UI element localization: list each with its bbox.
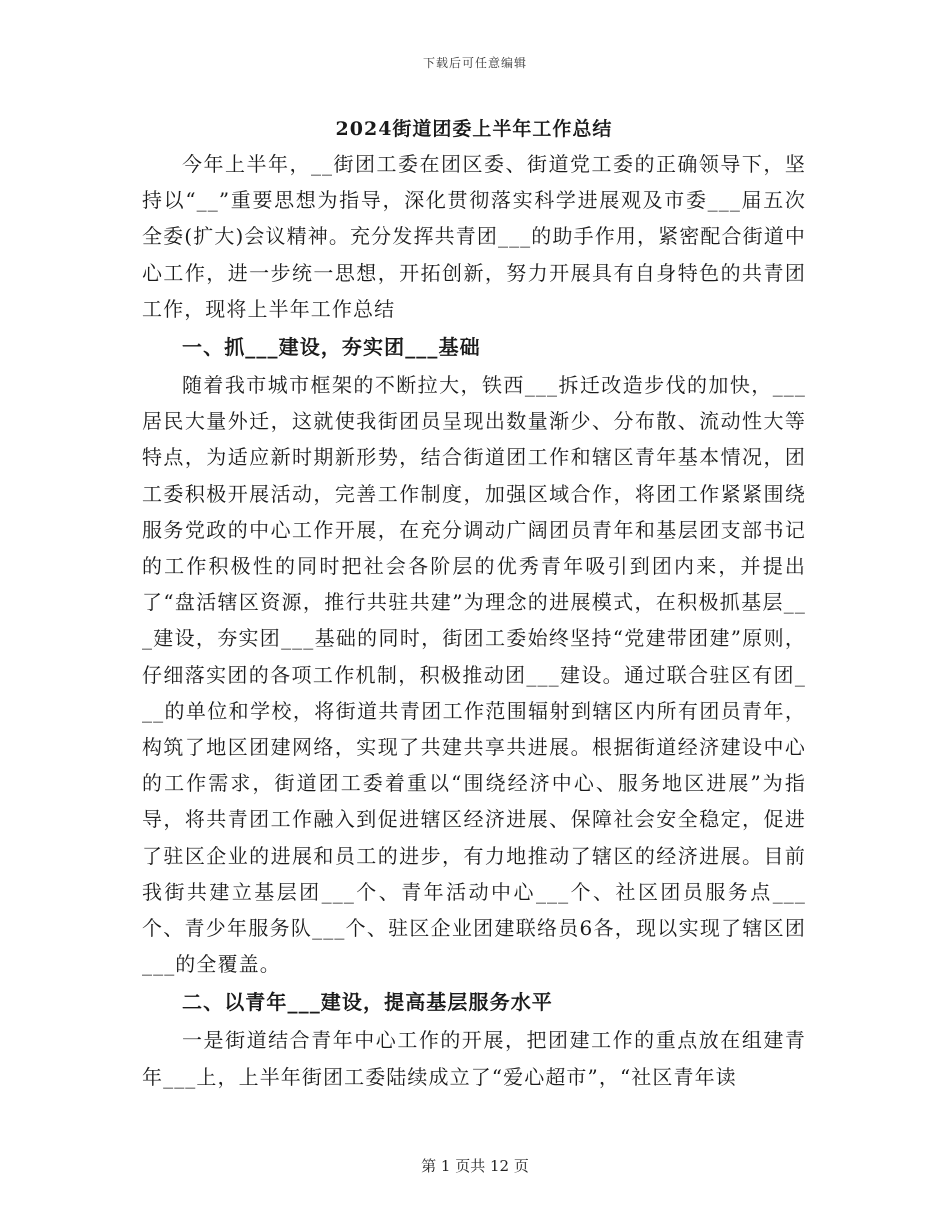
intro-paragraph: 今年上半年，__街团工委在团区委、街道党工委的正确领导下，坚持以“__”重要思想为指导，深化贯彻落实科学进展观及市委___届五次全委(扩大)会议精神。充分发挥共青团___的助手作用，紧密配合街道中心工作，进一步统一思想，开拓创新，努力开展具有自身特色的共青团工作，现将上半年工作总结 — [142, 152, 806, 321]
section-1-paragraph: 随着我市城市框架的不断拉大，铁西___拆迁改造步伐的加快，___居民大量外迁，这就使我街团员呈现出数量渐少、分布散、流动性大等特点，为适应新时期新形势，结合街道团工作和辖区青年基本情况，团工委积极开展活动，完善工作制度，加强区域合作，将团工作紧紧围绕服务党政的中心工作开展，在充分调动广阔团员青年和基层团支部书记的工作积极性的同时把社会各阶层的优秀青年吸引到团内来，并提出了“盘活辖区资源，推行共驻共建”为理念的进展模式，在积极抓基层___建设，夯实团___基础的同时，街团工委始终坚持“党建带团建”原则，仔细落实团的各项工作机制，积极推动团___建设。通过联合驻区有团___的单位和学校，将街道共青团工作范围辐射到辖区内所有团员青年，构筑了地区团建网络，实现了共建共享共进展。根据街道经济建设中心的工作需求，街道团工委着重以“围绕经济中心、服务地区进展”为指导，将共青团工作融入到促进辖区经济进展、保障社会安全稳定，促进了驻区企业的进展和员工的进步，有力地推动了辖区的经济进展。目前我街共建立基层团___个、青年活动中心___个、社区团员服务点___个、青少年服务队___个、驻区企业团建联络员6各，现以实现了辖区团___的全覆盖。 — [142, 373, 806, 977]
section-2-heading: 二、以青年___建设，提高基层服务水平 — [182, 990, 553, 1015]
document-title: 2024街道团委上半年工作总结 — [335, 118, 613, 140]
section-1-heading: 一、抓___建设，夯实团___基础 — [182, 335, 481, 360]
document-body — [142, 112, 806, 1095]
page-footer: 第 1 页共 12 页 — [421, 1157, 529, 1175]
header-note: 下载后可任意编辑 — [422, 56, 527, 70]
section-2-paragraph: 一是街道结合青年中心工作的开展，把团建工作的重点放在组建青年___上，上半年街团工委陆续成立了“爱心超市”，“社区青年读 — [142, 1028, 806, 1089]
